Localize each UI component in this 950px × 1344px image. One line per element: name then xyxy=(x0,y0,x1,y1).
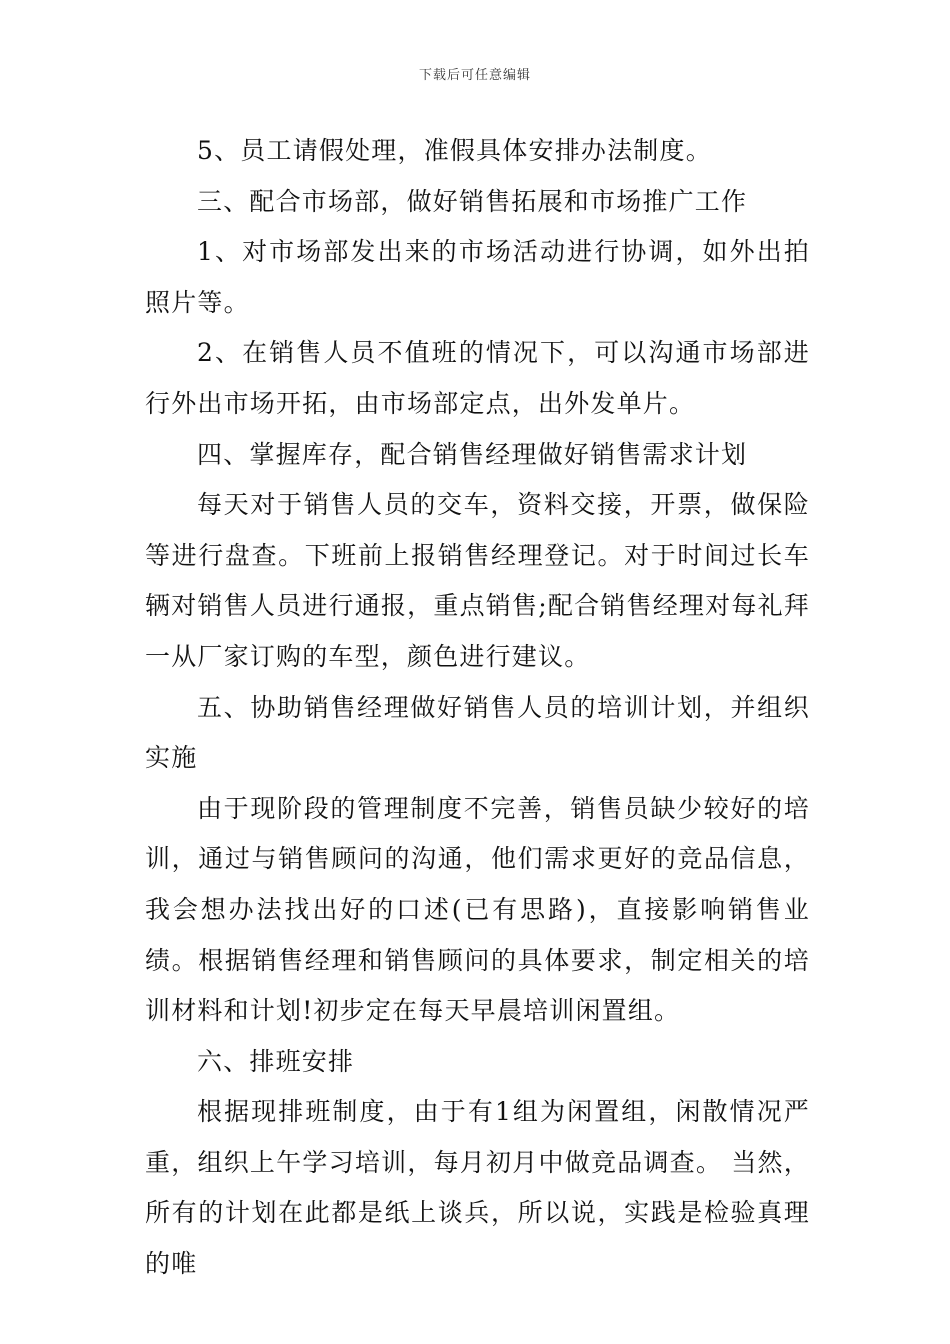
paragraph-market-expansion: 2、在销售人员不值班的情况下，可以沟通市场部进行外出市场开拓，由市场部定点，出外发单片。 xyxy=(145,338,810,418)
paragraph-scheduling: 根据现排班制度，由于有1组为闲置组，闲散情况严重，组织上午学习培训，每月初月中做竞品调查。 当然，所有的计划在此都是纸上谈兵，所以说，实践是检验真理的唯 xyxy=(145,1097,810,1279)
paragraph-leave-handling: 5、员工请假处理，准假具体安排办法制度。 xyxy=(197,136,712,165)
paragraph-training-plan: 由于现阶段的管理制度不完善，销售员缺少较好的培训，通过与销售顾问的沟通，他们需求更好的竞品信息，我会想办法找出好的口述(已有思路)，直接影响销售业绩。根据销售经理和销售顾问的具体要求，制定相关的培训材料和计划!初步定在每天早晨培训闲置组。 xyxy=(145,793,810,1026)
page-header: 下载后可任意编辑 xyxy=(418,68,531,83)
section-heading-training: 五、协助销售经理做好销售人员的培训计划，并组织实施 xyxy=(145,692,810,773)
paragraph-marketing-activities: 1、对市场部发出来的市场活动进行协调，如外出拍照片等。 xyxy=(145,237,810,317)
paragraph-daily-inspection: 每天对于销售人员的交车，资料交接，开票，做保险等进行盘查。下班前上报销售经理登记。对于时间过长车辆对销售人员进行通报，重点销售;配合销售经理对每礼拜一从厂家订购的车型，颜色进行建议。 xyxy=(145,490,810,671)
section-heading-inventory: 四、掌握库存，配合销售经理做好销售需求计划 xyxy=(197,439,748,469)
document-body xyxy=(145,126,810,1290)
section-heading-marketing: 三、配合市场部，做好销售拓展和市场推广工作 xyxy=(197,186,748,216)
section-heading-scheduling: 六、排班安排 xyxy=(197,1046,355,1076)
